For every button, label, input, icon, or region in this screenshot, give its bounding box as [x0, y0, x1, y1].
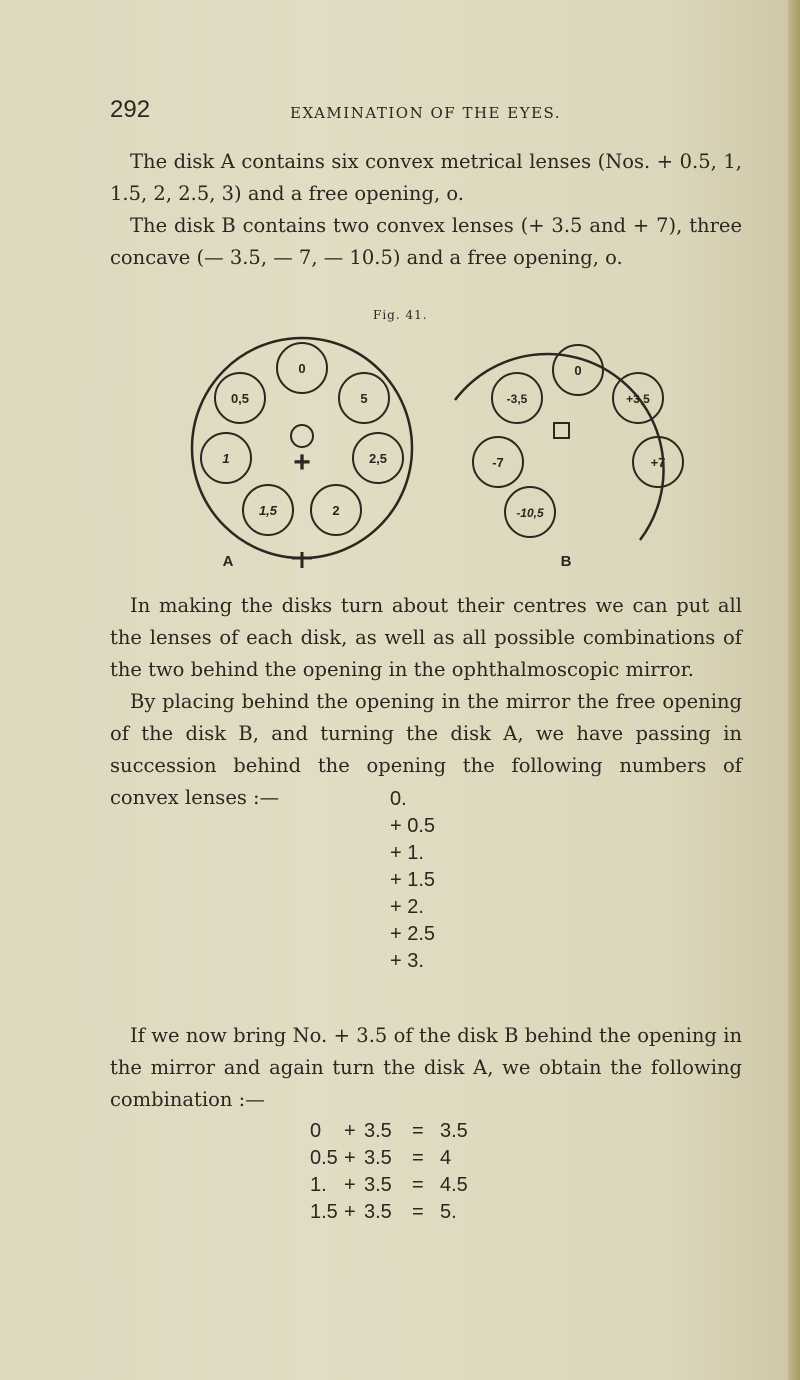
- combination-row: [310, 1199, 468, 1226]
- paragraph-disk-b: The disk B contains two convex lenses (+ 3.5 and + 7), three concave (— 3.5, — 7, — 10.5) and a free opening, o.: [110, 214, 742, 269]
- paragraph-combination: If we now bring No. + 3.5 of the disk B behind the opening in the mirror and again turn the disk A, we obtain the following combination :—: [110, 1024, 742, 1111]
- combination-a: 0: [310, 1120, 322, 1142]
- page-edge: [788, 0, 800, 1380]
- lens-a-2-5: [353, 433, 403, 483]
- figure-41-disks: [180, 330, 700, 570]
- page-number: 292: [110, 96, 151, 123]
- list-item: + 2.: [390, 896, 424, 918]
- figure-label: Fig. 41.: [373, 308, 428, 322]
- combination-b: 3.5: [364, 1201, 392, 1223]
- running-head: EXAMINATION OF THE EYES.: [290, 104, 562, 122]
- combination-a: 0.5: [310, 1147, 338, 1169]
- lens-b-minus-10-5-label: -10,5: [516, 506, 544, 520]
- lens-a-5: [339, 373, 389, 423]
- combination-result: 3.5: [440, 1120, 468, 1142]
- combination-result: 4.5: [440, 1174, 468, 1196]
- lens-a-1-5: [243, 485, 293, 535]
- page-header: [110, 96, 750, 136]
- paragraph-free-opening: By placing behind the opening in the mirror the free opening of the disk B, and turning the disk A, we have passing in succession behind the opening the following numbers of convex lenses :—: [110, 690, 742, 809]
- lens-b-plus-3-5: [613, 373, 663, 423]
- lens-a-1-label: 1: [222, 451, 230, 466]
- list-item: + 1.5: [390, 869, 436, 891]
- disk-a-pin: [292, 552, 312, 568]
- lens-a-5-label: 5: [360, 391, 368, 406]
- list-item: + 2.5: [390, 923, 436, 945]
- disk-b-free-opening: [554, 423, 569, 438]
- combination-op: +: [344, 1201, 356, 1223]
- combination-b: 3.5: [364, 1174, 392, 1196]
- combination-row: [310, 1118, 468, 1145]
- lens-a-2-5-label: 2,5: [368, 451, 388, 466]
- combination-row: [310, 1145, 468, 1172]
- lens-a-2-label: 2: [332, 503, 340, 518]
- lens-a-0-5: [215, 373, 265, 423]
- list-item: 0.: [390, 788, 407, 810]
- disk-a: [192, 338, 412, 570]
- combination-intro: [110, 1020, 742, 1116]
- list-item: + 0.5: [390, 815, 436, 837]
- intro-text: [110, 146, 742, 274]
- disk-a-label: A: [222, 553, 234, 570]
- combination-op: +: [344, 1120, 356, 1142]
- lens-a-0-5-label: 0,5: [230, 391, 250, 406]
- lens-b-minus-7: [473, 437, 523, 487]
- list-item: + 3.: [390, 950, 424, 972]
- lens-b-plus-7: [633, 437, 683, 487]
- combination-row: [310, 1172, 468, 1199]
- lens-b-minus-7-label: -7: [492, 455, 504, 470]
- disk-b-label: B: [560, 553, 572, 570]
- combination-result: 5.: [440, 1201, 457, 1223]
- paragraph-disks-turn: In making the disks turn about their centres we can put all the lenses of each disk, as well as all possible combinations of the two behind the opening in the ophthalmoscopic mirror.: [110, 594, 742, 681]
- lens-a-2: [311, 485, 361, 535]
- combination-result: 4: [440, 1147, 452, 1169]
- lens-b-plus-3-5-label: +3,5: [626, 392, 650, 406]
- disk-b: [455, 345, 683, 570]
- combination-list: [310, 1118, 468, 1226]
- list-item: + 1.: [390, 842, 424, 864]
- combination-b: 3.5: [364, 1147, 392, 1169]
- combination-op: +: [344, 1147, 356, 1169]
- combination-eq: =: [412, 1201, 424, 1223]
- lens-a-1: [201, 433, 251, 483]
- lens-a-0-label: 0: [298, 361, 306, 376]
- combination-eq: =: [412, 1120, 424, 1142]
- lens-a-1-5-label: 1,5: [258, 503, 278, 518]
- convex-lens-list: [390, 786, 435, 975]
- lens-b-minus-3-5: [492, 373, 542, 423]
- paragraph-disk-a: The disk A contains six convex metrical lenses (Nos. + 0.5, 1, 1.5, 2, 2.5, 3) and a free opening, o.: [110, 150, 742, 205]
- combination-op: +: [344, 1174, 356, 1196]
- disk-a-center-mark: +: [293, 446, 311, 479]
- lens-b-minus-10-5: [505, 487, 555, 537]
- disk-b-outline: [455, 354, 664, 540]
- body-text: [110, 590, 742, 814]
- disk-a-free-opening: [291, 425, 313, 447]
- combination-eq: =: [412, 1147, 424, 1169]
- combination-b: 3.5: [364, 1120, 392, 1142]
- lens-b-minus-3-5-label: -3,5: [506, 392, 528, 406]
- combination-eq: =: [412, 1174, 424, 1196]
- lens-a-0: [277, 343, 327, 393]
- combination-a: 1.5: [310, 1201, 338, 1223]
- lens-b-plus-7-label: +7: [650, 455, 666, 470]
- combination-a: 1.: [310, 1174, 327, 1196]
- lens-b-0: [553, 345, 603, 395]
- lens-b-0-label: 0: [574, 363, 582, 378]
